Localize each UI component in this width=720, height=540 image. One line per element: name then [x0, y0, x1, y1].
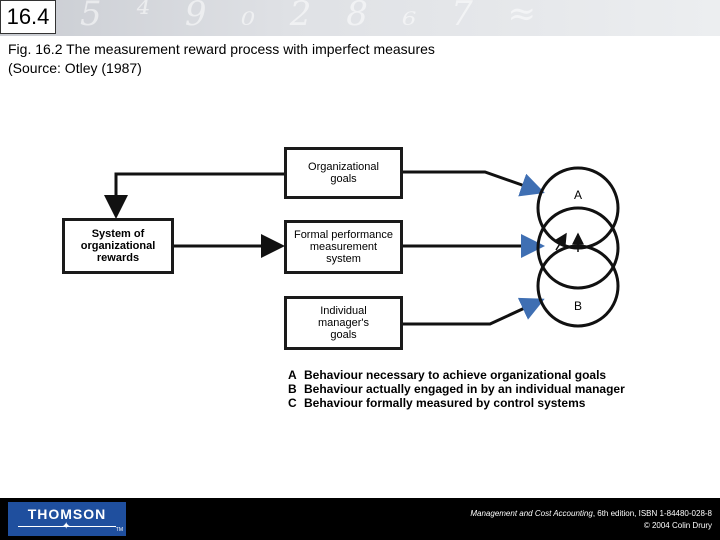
measurement-line-1: Formal performance — [293, 229, 394, 241]
slide-number: 16.4 — [0, 0, 56, 34]
legend-key-c: C — [288, 396, 297, 410]
rewards-line-1: System of — [91, 228, 145, 240]
rewards-line-2: organizational — [80, 240, 156, 252]
legend-text-a: Behaviour necessary to achieve organizational goals — [304, 368, 607, 382]
measurement-line-3: system — [326, 253, 361, 265]
circle-b-label: B — [573, 299, 583, 313]
manager-goals-line-3: goals — [330, 329, 357, 341]
org-goals-line-2: goals — [330, 173, 357, 185]
organizational-goals-box — [284, 147, 403, 199]
legend-key-a: A — [288, 368, 297, 382]
legend-item-b — [288, 382, 625, 396]
star-icon: ✦ — [62, 521, 71, 532]
circle-a-label: A — [573, 188, 583, 202]
manager-goals-box — [284, 296, 403, 350]
copyright-line: © 2004 Colin Drury — [643, 521, 712, 530]
legend-text-c: Behaviour formally measured by control systems — [304, 396, 586, 410]
decorative-numbers: 5 ⁴ 9 ₀ 2 8 ₆ 7 ≈ — [80, 0, 548, 34]
manager-goals-line-1: Individual — [320, 305, 367, 317]
formal-measurement-box — [284, 220, 403, 274]
book-title: Management and Cost Accounting — [470, 509, 593, 518]
manager-goals-to-circle-b-arrow — [402, 300, 542, 324]
manager-goals-line-2: manager's — [317, 317, 369, 329]
organizational-rewards-box — [62, 218, 174, 274]
org-goals-line-1: Organizational — [308, 161, 379, 173]
goals-to-circle-a-arrow — [402, 172, 542, 192]
rewards-line-3: rewards — [96, 252, 140, 264]
legend-item-c — [288, 396, 625, 410]
logo-wordmark: THOMSON — [27, 506, 107, 522]
publication-info — [470, 508, 712, 532]
diagram-legend — [288, 368, 625, 410]
legend-key-b: B — [288, 382, 297, 396]
edition-isbn: , 6th edition, ISBN 1-84480-028-8 — [592, 509, 712, 518]
thomson-logo — [8, 502, 126, 536]
feedback-connector — [116, 174, 284, 216]
circle-b — [538, 246, 618, 326]
footer-bar — [0, 498, 720, 540]
caption-line-2: (Source: Otley (1987) — [8, 60, 142, 76]
legend-item-a — [288, 368, 625, 382]
caption-line-1: Fig. 16.2 The measurement reward process with imperfect measures — [8, 41, 435, 57]
legend-text-b: Behaviour actually engaged in by an individual manager — [304, 382, 625, 396]
trademark-mark: TM — [115, 527, 123, 533]
publication-line-1 — [470, 508, 712, 520]
measurement-line-2: measurement — [309, 241, 378, 253]
